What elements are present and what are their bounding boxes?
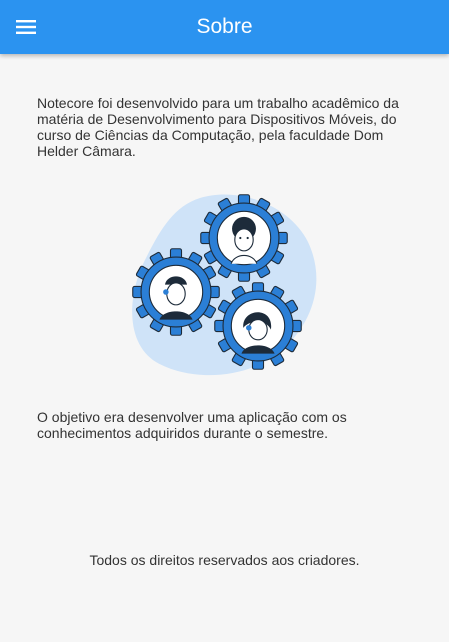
app-bar (0, 0, 449, 54)
intro-text: Notecore foi desenvolvido para um trabalho acadêmico da matéria de Desenvolvimento para Dispositivos Móveis, do curso de Ciências da Computação, pela faculdade Dom Helder Câmara. (37, 95, 399, 159)
page-title: Sobre (196, 15, 253, 38)
team-gears-illustration (130, 192, 320, 378)
footer-text: Todos os direitos reservados aos criadores. (89, 552, 360, 568)
objective-text: O objetivo era desenvolver uma aplicação com os conhecimentos adquiridos durante o semestre. (37, 409, 347, 441)
